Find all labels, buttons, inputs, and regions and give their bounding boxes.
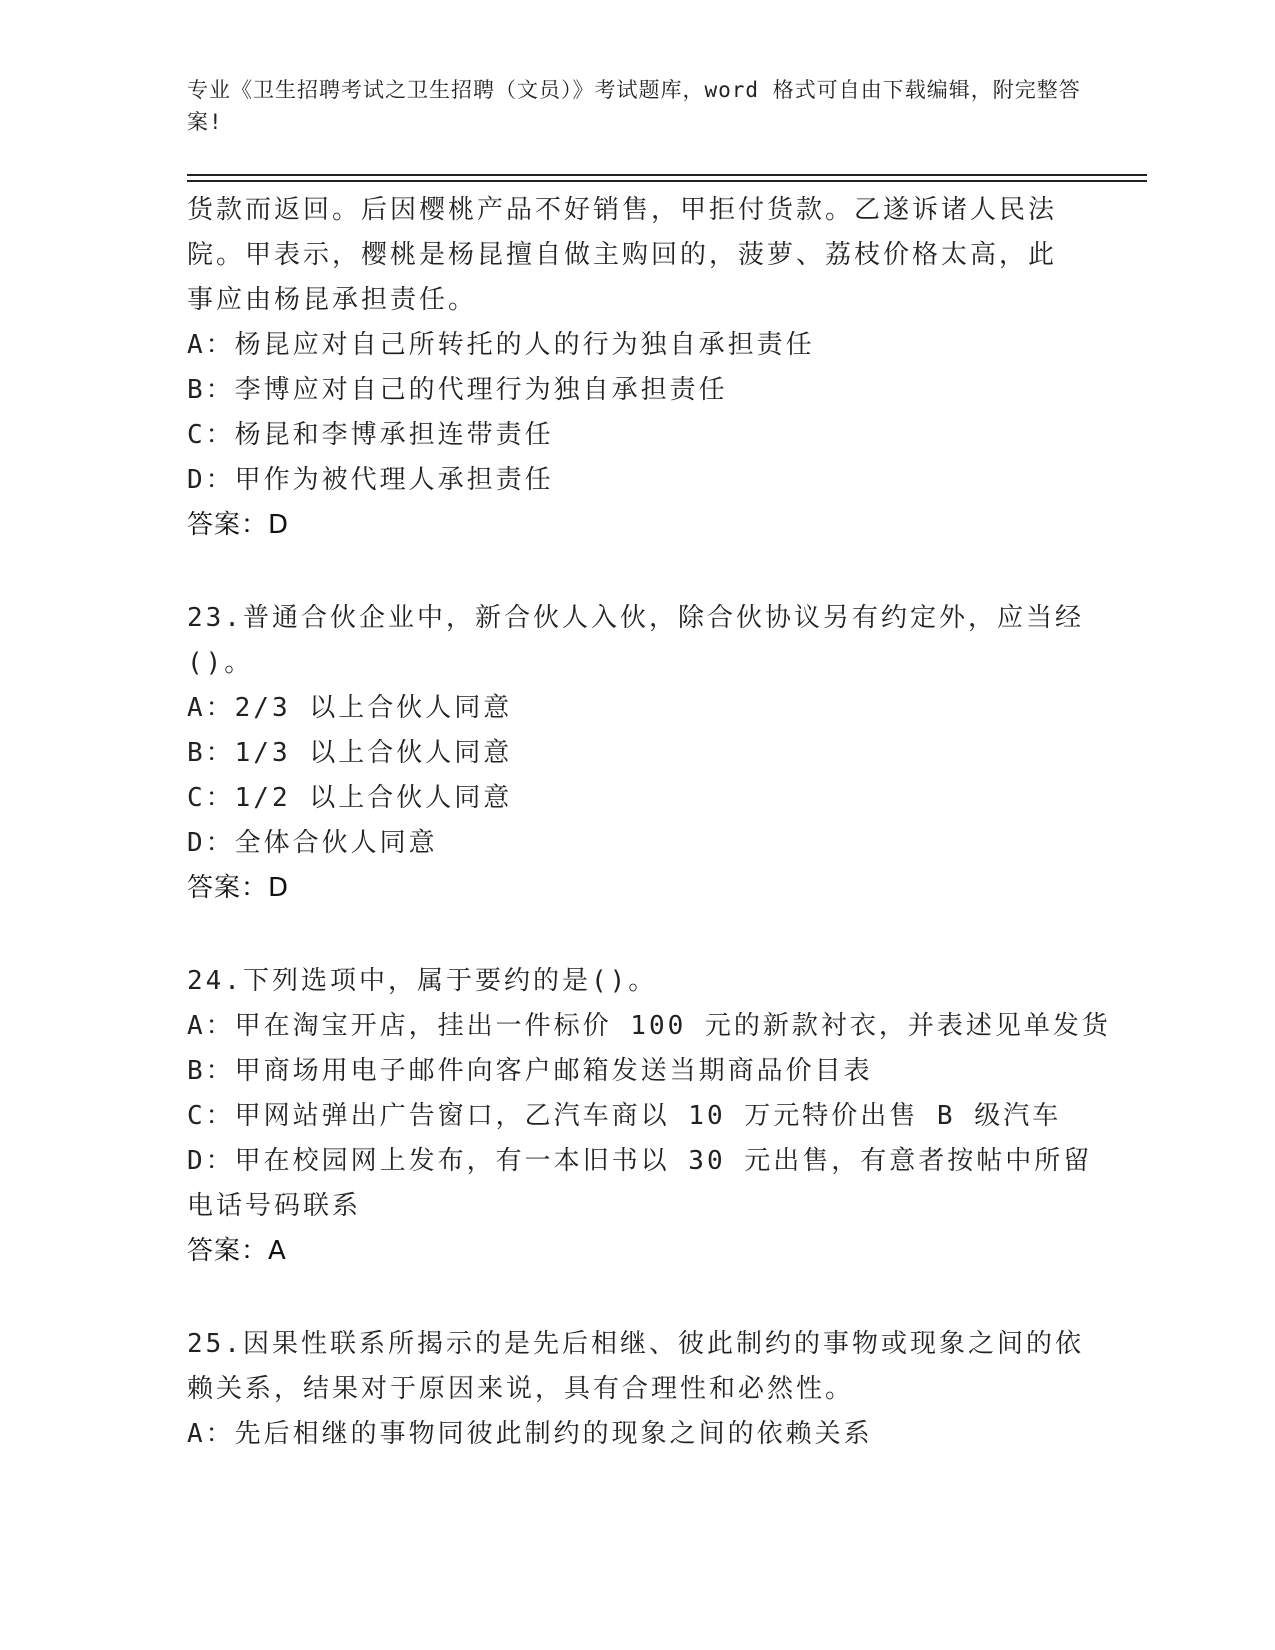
option-c: C：甲网站弹出广告窗口，乙汽车商以 10 万元特价出售 B 级汽车 [187,1101,1062,1131]
question-text-line: 赖关系，结果对于原因来说，具有合理性和必然性。 [187,1374,855,1404]
option-b: B：李博应对自己的代理行为独自承担责任 [187,375,728,405]
question-text-line: 24.下列选项中，属于要约的是()。 [187,966,658,996]
question-23 [187,596,1087,911]
question-22 [187,188,1087,548]
option-c: C：杨昆和李博承担连带责任 [187,420,554,450]
option-a: A：杨昆应对自己所转托的人的行为独自承担责任 [187,330,815,360]
answer-line: 答案：D [187,873,290,903]
question-25 [187,1322,1087,1457]
header-title: 专业《卫生招聘考试之卫生招聘（文员）》考试题库，word 格式可自由下载编辑，附完整答案! [187,78,1081,134]
option-d: D：全体合伙人同意 [187,828,438,858]
option-d: D：甲在校园网上发布，有一本旧书以 30 元出售，有意者按帖中所留 [187,1146,1093,1176]
option-b: B：甲商场用电子邮件向客户邮箱发送当期商品价目表 [187,1056,873,1086]
question-24 [187,959,1111,1274]
question-text-line: 事应由杨昆承担责任。 [187,285,478,315]
option-a: A：2/3 以上合伙人同意 [187,693,513,723]
question-text-line: ()。 [187,648,254,678]
spacer [187,548,1087,596]
option-a: A：先后相继的事物同彼此制约的现象之间的依赖关系 [187,1419,873,1449]
option-c: C：1/2 以上合伙人同意 [187,783,513,813]
question-text-line: 23.普通合伙企业中，新合伙人入伙，除合伙协议另有约定外，应当经 [187,603,1084,633]
option-d-continued: 电话号码联系 [187,1191,362,1221]
option-a: A：甲在淘宝开店，挂出一件标价 100 元的新款衬衣，并表述见单发货 [187,1011,1111,1041]
spacer [187,911,1087,959]
answer-line: 答案：A [187,1236,287,1266]
answer-line: 答案：D [187,510,290,540]
question-text-line: 院。甲表示，樱桃是杨昆擅自做主购回的，菠萝、荔枝价格太高，此 [187,240,1058,270]
option-d: D：甲作为被代理人承担责任 [187,465,554,495]
question-text-line: 货款而返回。后因樱桃产品不好销售，甲拒付货款。乙遂诉诸人民法 [187,195,1058,225]
option-b: B：1/3 以上合伙人同意 [187,738,513,768]
spacer [187,1274,1087,1322]
header-divider-bottom [187,180,1147,182]
question-text-line: 25.因果性联系所揭示的是先后相继、彼此制约的事物或现象之间的依 [187,1329,1084,1359]
header-divider-top [187,174,1147,176]
question-list [187,188,1111,1457]
document-header [187,74,1087,138]
